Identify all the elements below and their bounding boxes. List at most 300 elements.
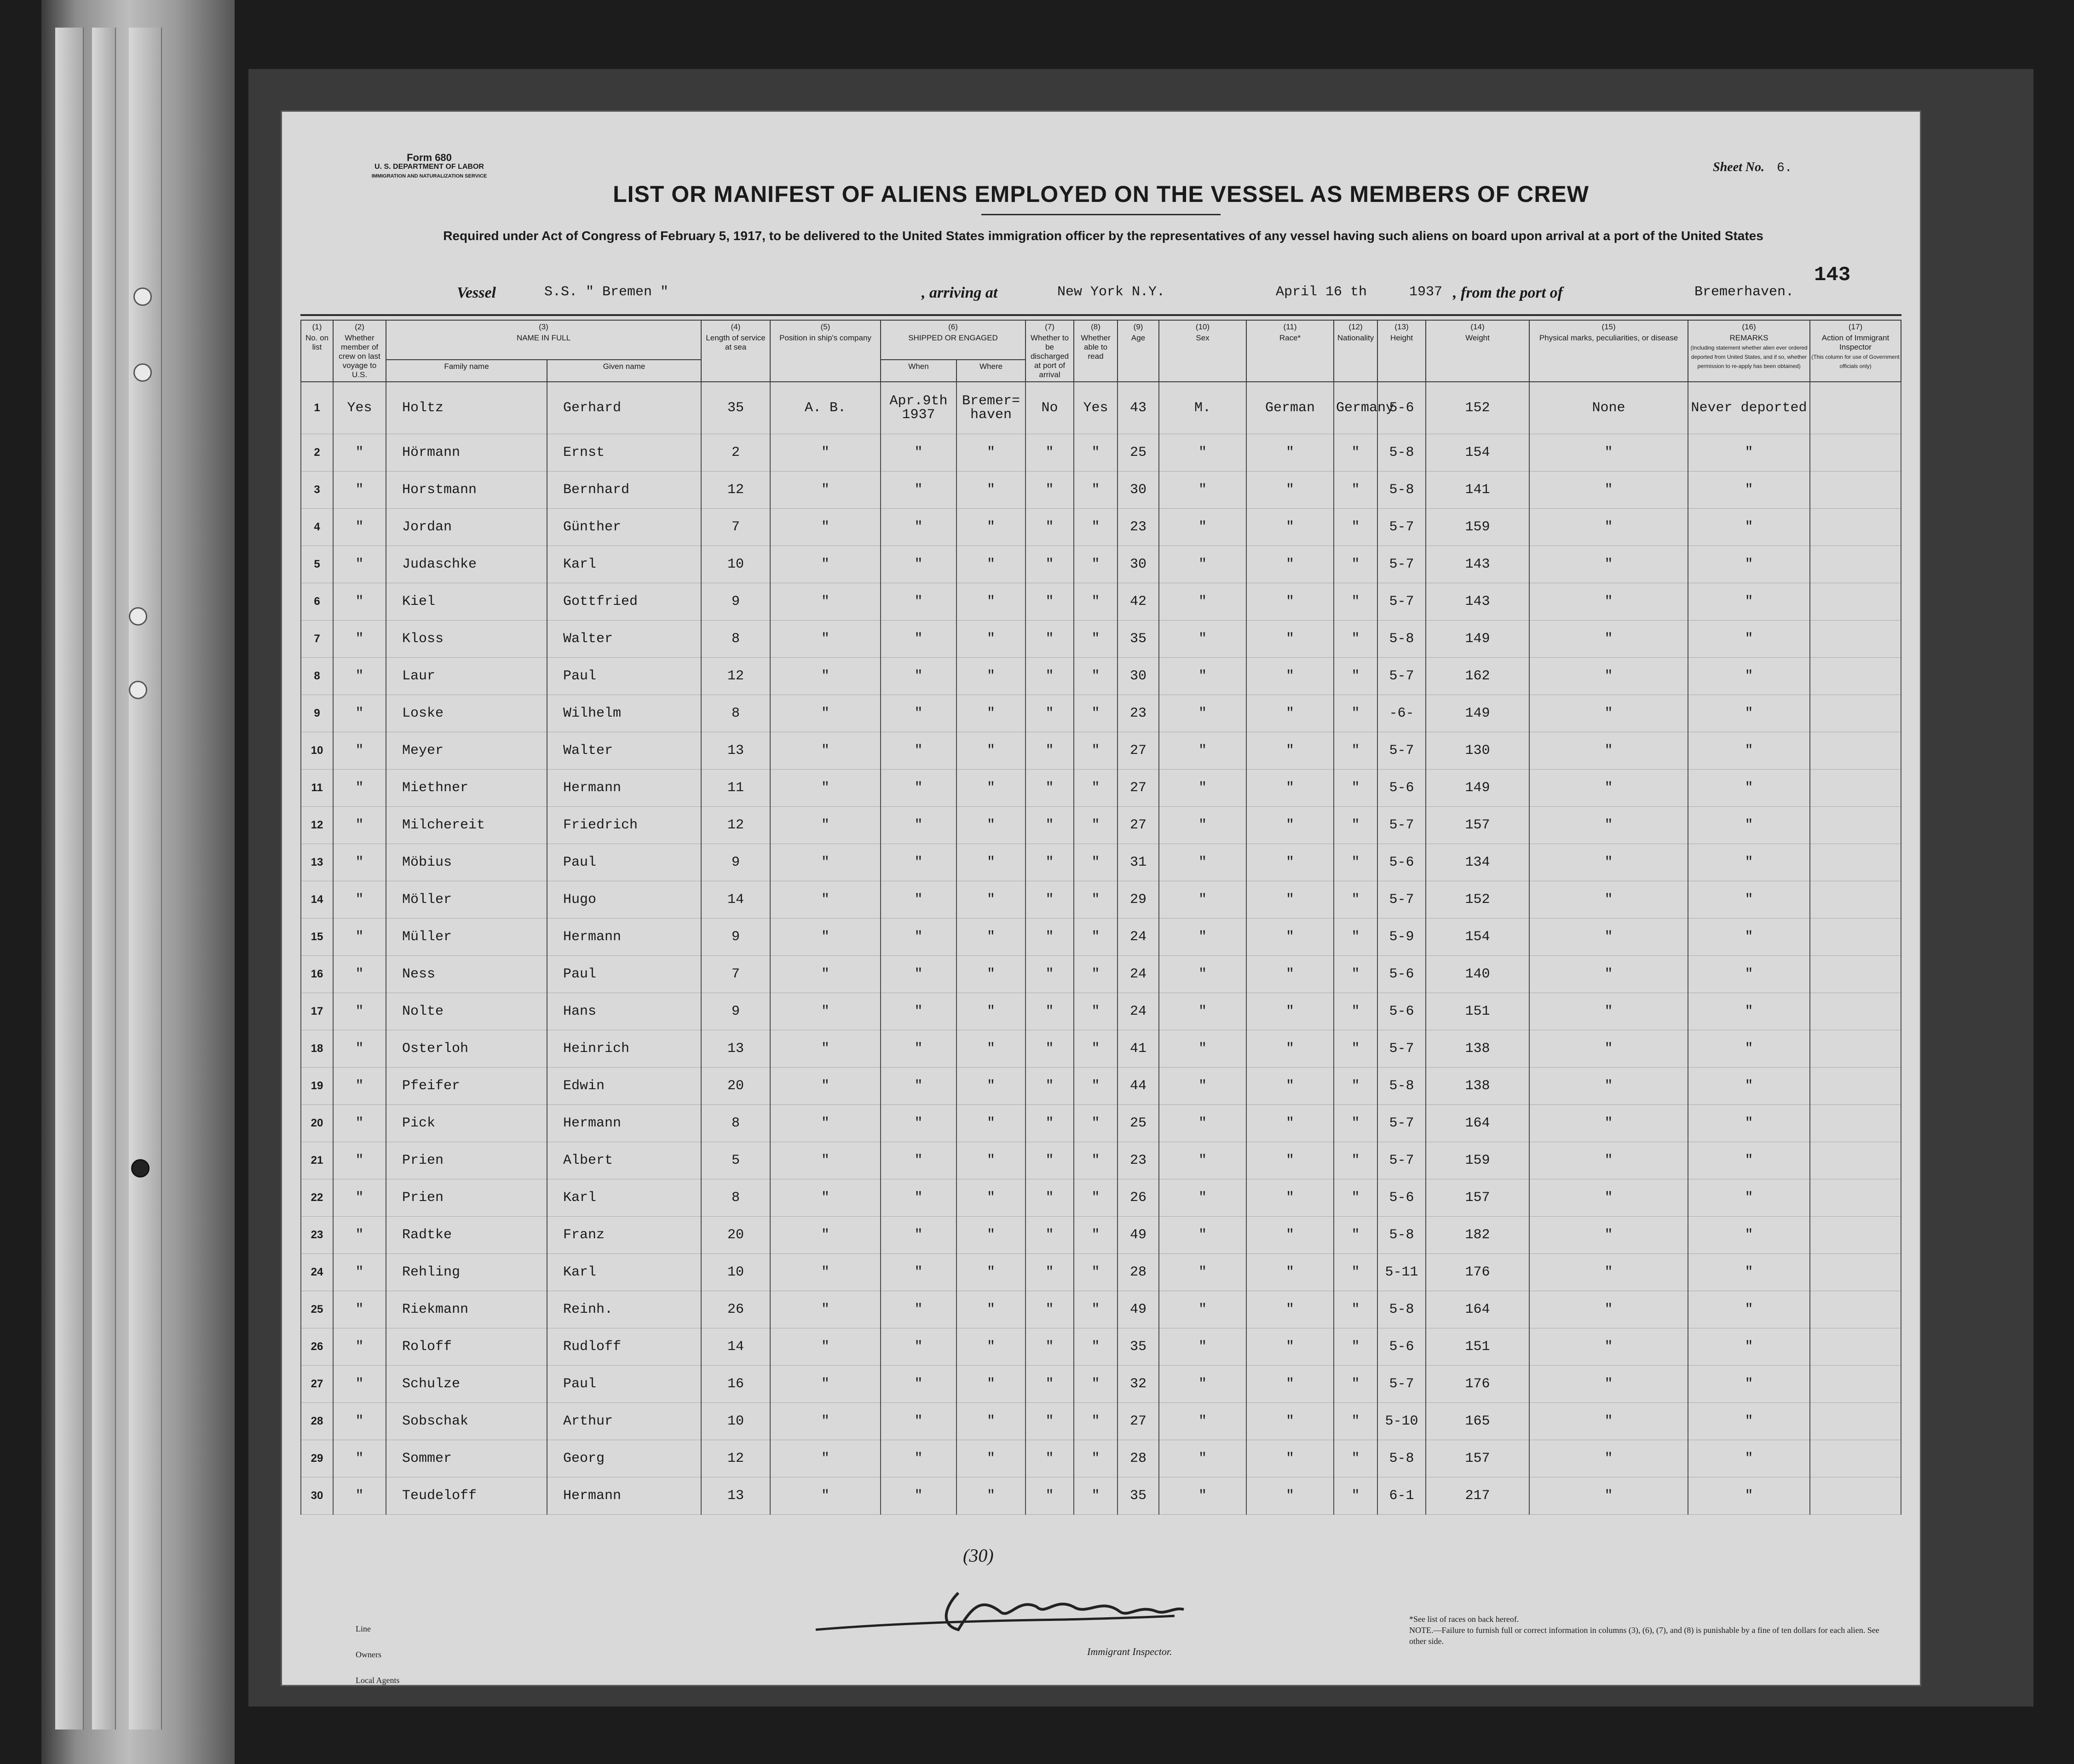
cell-previous-voyage: "	[333, 1291, 386, 1328]
table-row	[301, 546, 1901, 583]
cell-physical-marks: "	[1529, 844, 1688, 881]
cell-inspector-action	[1810, 993, 1901, 1030]
cell-inspector-action	[1810, 471, 1901, 509]
cell-nationality: "	[1334, 1291, 1377, 1328]
cell-shipped-where: "	[956, 956, 1025, 993]
cell-inspector-action	[1810, 844, 1901, 881]
cell-race: "	[1246, 1217, 1334, 1254]
vessel-label: Vessel	[457, 284, 496, 301]
cell-shipped-where: "	[956, 1030, 1025, 1068]
cell-list-number: 9	[301, 695, 333, 732]
service-name: IMMIGRATION AND NATURALIZATION SERVICE	[371, 173, 487, 179]
cell-age: 25	[1118, 434, 1159, 471]
cell-service-length: 5	[701, 1142, 770, 1179]
cell-position: "	[770, 993, 881, 1030]
cell-sex: "	[1159, 1366, 1246, 1403]
cell-given-name: Heinrich	[547, 1030, 701, 1068]
cell-race: "	[1246, 807, 1334, 844]
cell-list-number: 12	[301, 807, 333, 844]
cell-discharge: "	[1025, 1291, 1074, 1328]
col-service-length: (4) Length of service at sea	[701, 320, 770, 382]
cell-shipped-where: "	[956, 1179, 1025, 1217]
col-able-to-read: (8) Whether able to read	[1074, 320, 1118, 382]
col-given-name: Given name	[547, 360, 701, 382]
cell-list-number: 3	[301, 471, 333, 509]
cell-list-number: 19	[301, 1068, 333, 1105]
cell-list-number: 13	[301, 844, 333, 881]
stamped-page-number: 143	[1814, 264, 1851, 287]
table-row	[301, 1068, 1901, 1105]
cell-remarks: "	[1688, 1254, 1810, 1291]
cell-position: "	[770, 956, 881, 993]
cell-family-name: Hörmann	[386, 434, 547, 471]
cell-list-number: 20	[301, 1105, 333, 1142]
cell-service-length: 9	[701, 919, 770, 956]
cell-race: "	[1246, 956, 1334, 993]
cell-sex: "	[1159, 471, 1246, 509]
table-row	[301, 770, 1901, 807]
cell-able-to-read: "	[1074, 1142, 1118, 1179]
cell-discharge: "	[1025, 695, 1074, 732]
cell-able-to-read: "	[1074, 881, 1118, 919]
punch-hole	[129, 607, 147, 626]
cell-previous-voyage: "	[333, 1254, 386, 1291]
cell-age: 32	[1118, 1366, 1159, 1403]
cell-remarks: "	[1688, 919, 1810, 956]
cell-given-name: Günther	[547, 509, 701, 546]
cell-given-name: Albert	[547, 1142, 701, 1179]
cell-given-name: Hugo	[547, 881, 701, 919]
cell-family-name: Riekmann	[386, 1291, 547, 1328]
crew-total-note: (30)	[963, 1545, 994, 1566]
cell-discharge: "	[1025, 807, 1074, 844]
cell-service-length: 8	[701, 1105, 770, 1142]
cell-service-length: 16	[701, 1366, 770, 1403]
cell-race: "	[1246, 695, 1334, 732]
cell-list-number: 24	[301, 1254, 333, 1291]
cell-race: "	[1246, 471, 1334, 509]
cell-age: 30	[1118, 658, 1159, 695]
cell-previous-voyage: "	[333, 881, 386, 919]
cell-nationality: "	[1334, 807, 1377, 844]
cell-able-to-read: Yes	[1074, 382, 1118, 434]
cell-position: "	[770, 881, 881, 919]
cell-weight: 154	[1426, 434, 1529, 471]
cell-service-length: 10	[701, 1254, 770, 1291]
vessel-info	[457, 284, 1837, 303]
cell-race: "	[1246, 1291, 1334, 1328]
cell-inspector-action	[1810, 583, 1901, 621]
cell-family-name: Ness	[386, 956, 547, 993]
cell-shipped-where: "	[956, 471, 1025, 509]
cell-nationality: "	[1334, 1030, 1377, 1068]
cell-remarks: "	[1688, 621, 1810, 658]
cell-discharge: "	[1025, 434, 1074, 471]
cell-position: "	[770, 1179, 881, 1217]
cell-nationality: "	[1334, 1142, 1377, 1179]
cell-nationality: "	[1334, 509, 1377, 546]
cell-list-number: 7	[301, 621, 333, 658]
cell-family-name: Prien	[386, 1142, 547, 1179]
cell-height: 5-6	[1377, 770, 1426, 807]
cell-height: 5-7	[1377, 732, 1426, 770]
cell-service-length: 8	[701, 621, 770, 658]
cell-family-name: Kiel	[386, 583, 547, 621]
cell-service-length: 12	[701, 471, 770, 509]
cell-age: 28	[1118, 1254, 1159, 1291]
table-row	[301, 1366, 1901, 1403]
cell-given-name: Hermann	[547, 1477, 701, 1515]
cell-position: "	[770, 621, 881, 658]
cell-age: 23	[1118, 695, 1159, 732]
cell-age: 27	[1118, 1403, 1159, 1440]
cell-age: 43	[1118, 382, 1159, 434]
cell-given-name: Karl	[547, 1254, 701, 1291]
cell-sex: "	[1159, 881, 1246, 919]
cell-remarks: "	[1688, 1366, 1810, 1403]
cell-weight: 152	[1426, 382, 1529, 434]
cell-family-name: Osterloh	[386, 1030, 547, 1068]
cell-inspector-action	[1810, 509, 1901, 546]
col-name-in-full: (3) NAME IN FULL	[386, 320, 701, 360]
cell-given-name: Karl	[547, 1179, 701, 1217]
cell-list-number: 8	[301, 658, 333, 695]
table-row	[301, 1217, 1901, 1254]
departure-port: Bremerhaven.	[1694, 284, 1794, 300]
col-age: (9) Age	[1118, 320, 1159, 382]
cell-given-name: Georg	[547, 1440, 701, 1477]
cell-shipped-where: "	[956, 881, 1025, 919]
cell-able-to-read: "	[1074, 546, 1118, 583]
cell-service-length: 11	[701, 770, 770, 807]
cell-shipped-where: Bremer= haven	[956, 382, 1025, 434]
cell-list-number: 21	[301, 1142, 333, 1179]
cell-height: 5-8	[1377, 471, 1426, 509]
cell-family-name: Pfeifer	[386, 1068, 547, 1105]
cell-physical-marks: "	[1529, 1068, 1688, 1105]
cell-inspector-action	[1810, 434, 1901, 471]
cell-race: "	[1246, 770, 1334, 807]
cell-weight: 164	[1426, 1105, 1529, 1142]
cell-shipped-when: "	[881, 770, 956, 807]
cell-previous-voyage: "	[333, 1179, 386, 1217]
line-label: Line	[356, 1624, 371, 1633]
cell-physical-marks: "	[1529, 509, 1688, 546]
cell-shipped-when: "	[881, 509, 956, 546]
cell-inspector-action	[1810, 881, 1901, 919]
cell-height: 5-7	[1377, 1105, 1426, 1142]
punch-hole	[133, 287, 152, 306]
cell-sex: "	[1159, 546, 1246, 583]
cell-inspector-action	[1810, 1328, 1901, 1366]
cell-able-to-read: "	[1074, 844, 1118, 881]
cell-age: 35	[1118, 1477, 1159, 1515]
cell-physical-marks: "	[1529, 471, 1688, 509]
cell-physical-marks: "	[1529, 956, 1688, 993]
cell-list-number: 10	[301, 732, 333, 770]
cell-able-to-read: "	[1074, 1403, 1118, 1440]
cell-nationality: "	[1334, 993, 1377, 1030]
cell-list-number: 28	[301, 1403, 333, 1440]
cell-family-name: Teudeloff	[386, 1477, 547, 1515]
cell-shipped-when: "	[881, 993, 956, 1030]
cell-weight: 151	[1426, 1328, 1529, 1366]
cell-able-to-read: "	[1074, 658, 1118, 695]
cell-discharge: "	[1025, 1105, 1074, 1142]
from-port-label: , from the port of	[1453, 284, 1563, 301]
cell-sex: M.	[1159, 382, 1246, 434]
cell-service-length: 9	[701, 993, 770, 1030]
cell-position: "	[770, 471, 881, 509]
form-number: Form 680	[407, 152, 452, 163]
cell-physical-marks: "	[1529, 658, 1688, 695]
cell-able-to-read: "	[1074, 1217, 1118, 1254]
cell-nationality: "	[1334, 1328, 1377, 1366]
cell-shipped-when: "	[881, 881, 956, 919]
cell-shipped-when: "	[881, 621, 956, 658]
cell-position: "	[770, 658, 881, 695]
cell-weight: 159	[1426, 509, 1529, 546]
cell-race: "	[1246, 732, 1334, 770]
cell-previous-voyage: "	[333, 1142, 386, 1179]
cell-sex: "	[1159, 509, 1246, 546]
cell-shipped-where: "	[956, 1477, 1025, 1515]
cell-previous-voyage: "	[333, 956, 386, 993]
vessel-name: S.S. " Bremen "	[544, 284, 669, 300]
cell-race: "	[1246, 583, 1334, 621]
cell-list-number: 2	[301, 434, 333, 471]
cell-family-name: Sobschak	[386, 1403, 547, 1440]
cell-able-to-read: "	[1074, 1068, 1118, 1105]
cell-discharge: "	[1025, 1403, 1074, 1440]
cell-weight: 143	[1426, 546, 1529, 583]
cell-service-length: 9	[701, 844, 770, 881]
cell-position: "	[770, 1403, 881, 1440]
binder-strip	[92, 28, 116, 1730]
cell-remarks: "	[1688, 1328, 1810, 1366]
cell-sex: "	[1159, 1030, 1246, 1068]
cell-list-number: 4	[301, 509, 333, 546]
cell-family-name: Pick	[386, 1105, 547, 1142]
cell-weight: 141	[1426, 471, 1529, 509]
cell-family-name: Prien	[386, 1179, 547, 1217]
cell-list-number: 22	[301, 1179, 333, 1217]
cell-physical-marks: "	[1529, 919, 1688, 956]
cell-able-to-read: "	[1074, 956, 1118, 993]
cell-height: 5-7	[1377, 807, 1426, 844]
cell-discharge: "	[1025, 993, 1074, 1030]
cell-remarks: "	[1688, 434, 1810, 471]
cell-service-length: 7	[701, 956, 770, 993]
cell-height: 5-6	[1377, 1328, 1426, 1366]
cell-physical-marks: "	[1529, 1291, 1688, 1328]
cell-family-name: Müller	[386, 919, 547, 956]
cell-position: "	[770, 1291, 881, 1328]
cell-family-name: Laur	[386, 658, 547, 695]
cell-nationality: "	[1334, 471, 1377, 509]
cell-list-number: 27	[301, 1366, 333, 1403]
cell-sex: "	[1159, 434, 1246, 471]
cell-discharge: "	[1025, 732, 1074, 770]
races-note: *See list of races on back hereof.	[1409, 1615, 1519, 1624]
cell-previous-voyage: "	[333, 1328, 386, 1366]
cell-age: 29	[1118, 881, 1159, 919]
cell-list-number: 11	[301, 770, 333, 807]
cell-age: 30	[1118, 546, 1159, 583]
cell-sex: "	[1159, 1403, 1246, 1440]
cell-race: German	[1246, 382, 1334, 434]
cell-position: "	[770, 1142, 881, 1179]
arriving-label: , arriving at	[922, 284, 998, 301]
cell-position: "	[770, 844, 881, 881]
cell-able-to-read: "	[1074, 919, 1118, 956]
cell-shipped-when: "	[881, 956, 956, 993]
cell-age: 44	[1118, 1068, 1159, 1105]
cell-nationality: "	[1334, 546, 1377, 583]
cell-family-name: Meyer	[386, 732, 547, 770]
table-row	[301, 509, 1901, 546]
cell-race: "	[1246, 1179, 1334, 1217]
cell-position: "	[770, 434, 881, 471]
cell-able-to-read: "	[1074, 993, 1118, 1030]
cell-previous-voyage: "	[333, 583, 386, 621]
arrival-date: April 16 th	[1276, 284, 1367, 300]
cell-shipped-where: "	[956, 1403, 1025, 1440]
cell-sex: "	[1159, 993, 1246, 1030]
table-row	[301, 1440, 1901, 1477]
cell-height: 5-11	[1377, 1254, 1426, 1291]
cell-previous-voyage: "	[333, 1217, 386, 1254]
cell-age: 24	[1118, 956, 1159, 993]
cell-age: 31	[1118, 844, 1159, 881]
cell-discharge: "	[1025, 546, 1074, 583]
cell-previous-voyage: "	[333, 1030, 386, 1068]
cell-shipped-when: "	[881, 1254, 956, 1291]
cell-nationality: "	[1334, 919, 1377, 956]
cell-able-to-read: "	[1074, 732, 1118, 770]
cell-age: 24	[1118, 993, 1159, 1030]
cell-given-name: Paul	[547, 1366, 701, 1403]
cell-inspector-action	[1810, 695, 1901, 732]
cell-sex: "	[1159, 1105, 1246, 1142]
cell-shipped-where: "	[956, 1366, 1025, 1403]
cell-position: "	[770, 807, 881, 844]
cell-previous-voyage: "	[333, 509, 386, 546]
cell-sex: "	[1159, 1068, 1246, 1105]
table-row	[301, 881, 1901, 919]
cell-given-name: Karl	[547, 546, 701, 583]
cell-list-number: 18	[301, 1030, 333, 1068]
cell-physical-marks: "	[1529, 881, 1688, 919]
cell-able-to-read: "	[1074, 1477, 1118, 1515]
cell-weight: 149	[1426, 621, 1529, 658]
cell-discharge: "	[1025, 621, 1074, 658]
cell-nationality: "	[1334, 658, 1377, 695]
cell-discharge: "	[1025, 770, 1074, 807]
cell-service-length: 8	[701, 1179, 770, 1217]
cell-discharge: "	[1025, 1179, 1074, 1217]
penalty-note: NOTE.—Failure to furnish full or correct information in columns (3), (6), (7), and (8) is punishable by a fine of ten dollars for each alien. See other side.	[1409, 1626, 1879, 1646]
cell-family-name: Roloff	[386, 1328, 547, 1366]
cell-family-name: Miethner	[386, 770, 547, 807]
cell-position: "	[770, 1217, 881, 1254]
cell-race: "	[1246, 1142, 1334, 1179]
cell-weight: 138	[1426, 1068, 1529, 1105]
cell-physical-marks: "	[1529, 993, 1688, 1030]
cell-weight: 176	[1426, 1366, 1529, 1403]
table-row	[301, 956, 1901, 993]
cell-service-length: 20	[701, 1068, 770, 1105]
cell-height: 5-8	[1377, 621, 1426, 658]
cell-height: 5-8	[1377, 1217, 1426, 1254]
cell-given-name: Gerhard	[547, 382, 701, 434]
cell-discharge: "	[1025, 1217, 1074, 1254]
table-row	[301, 658, 1901, 695]
cell-sex: "	[1159, 844, 1246, 881]
cell-family-name: Judaschke	[386, 546, 547, 583]
cell-age: 27	[1118, 770, 1159, 807]
cell-position: "	[770, 1254, 881, 1291]
cell-service-length: 35	[701, 382, 770, 434]
table-row	[301, 434, 1901, 471]
cell-race: "	[1246, 1030, 1334, 1068]
cell-remarks: "	[1688, 807, 1810, 844]
cell-given-name: Paul	[547, 658, 701, 695]
footer-notes	[1409, 1614, 1897, 1647]
cell-physical-marks: "	[1529, 1105, 1688, 1142]
cell-sex: "	[1159, 1179, 1246, 1217]
cell-shipped-where: "	[956, 1217, 1025, 1254]
cell-family-name: Jordan	[386, 509, 547, 546]
cell-shipped-when: "	[881, 1105, 956, 1142]
cell-inspector-action	[1810, 1068, 1901, 1105]
cell-list-number: 26	[301, 1328, 333, 1366]
cell-physical-marks: "	[1529, 546, 1688, 583]
cell-service-length: 13	[701, 732, 770, 770]
cell-shipped-where: "	[956, 621, 1025, 658]
cell-race: "	[1246, 1440, 1334, 1477]
cell-remarks: "	[1688, 1477, 1810, 1515]
cell-height: 5-7	[1377, 546, 1426, 583]
cell-family-name: Radtke	[386, 1217, 547, 1254]
cell-discharge: "	[1025, 583, 1074, 621]
cell-sex: "	[1159, 1254, 1246, 1291]
cell-previous-voyage: "	[333, 621, 386, 658]
cell-able-to-read: "	[1074, 1366, 1118, 1403]
cell-inspector-action	[1810, 919, 1901, 956]
punch-hole	[133, 363, 152, 382]
cell-nationality: "	[1334, 583, 1377, 621]
cell-height: -6-	[1377, 695, 1426, 732]
cell-service-length: 9	[701, 583, 770, 621]
cell-height: 5-7	[1377, 509, 1426, 546]
cell-inspector-action	[1810, 1440, 1901, 1477]
cell-list-number: 29	[301, 1440, 333, 1477]
cell-inspector-action	[1810, 1291, 1901, 1328]
table-row	[301, 382, 1901, 434]
cell-discharge: "	[1025, 1254, 1074, 1291]
cell-able-to-read: "	[1074, 1030, 1118, 1068]
cell-service-length: 13	[701, 1030, 770, 1068]
cell-previous-voyage: "	[333, 695, 386, 732]
cell-service-length: 13	[701, 1477, 770, 1515]
cell-nationality: Germany	[1334, 382, 1377, 434]
cell-shipped-where: "	[956, 1068, 1025, 1105]
cell-race: "	[1246, 546, 1334, 583]
cell-height: 5-7	[1377, 1366, 1426, 1403]
cell-position: "	[770, 770, 881, 807]
cell-remarks: "	[1688, 1030, 1810, 1068]
